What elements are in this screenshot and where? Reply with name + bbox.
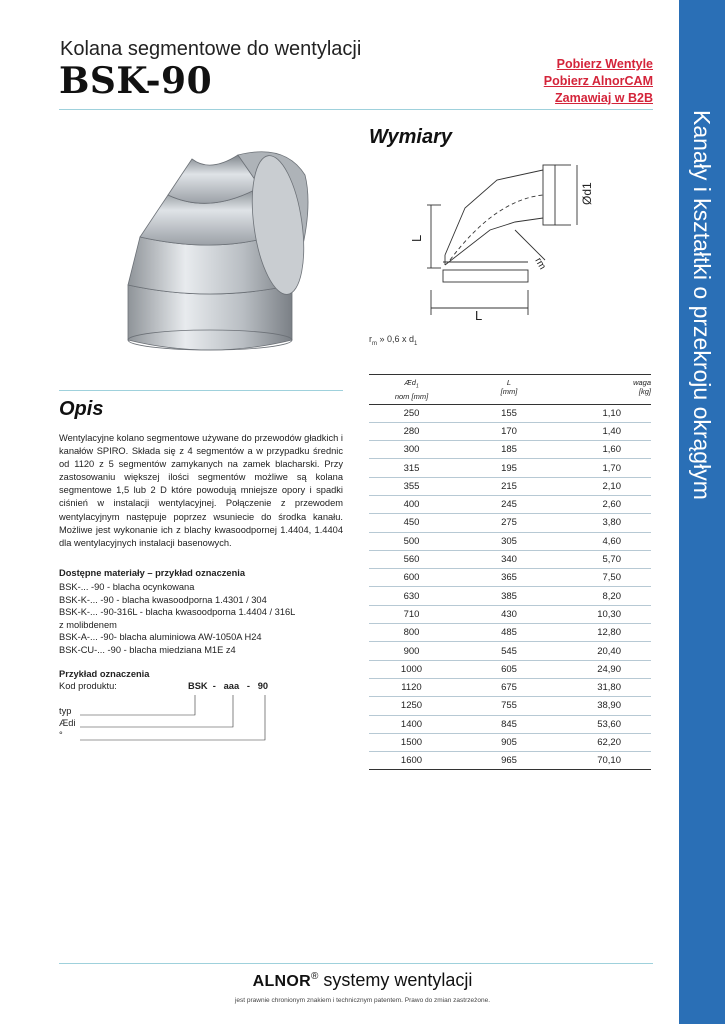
cell-diameter: 560 <box>369 550 454 568</box>
cell-weight: 1,40 <box>564 422 651 440</box>
cell-diameter: 450 <box>369 514 454 532</box>
table-row <box>369 532 651 550</box>
table-row <box>369 495 651 513</box>
table-row <box>369 733 651 751</box>
cell-weight: 70,10 <box>564 752 651 770</box>
cell-length: 215 <box>454 477 564 495</box>
cell-weight: 62,20 <box>564 733 651 751</box>
table-row <box>369 550 651 568</box>
table-row <box>369 587 651 605</box>
material-item: BSK-CU-... -90 - blacha miedziana M1E z4 <box>59 644 236 655</box>
cell-weight: 31,80 <box>564 678 651 696</box>
cell-length: 385 <box>454 587 564 605</box>
cell-diameter: 355 <box>369 477 454 495</box>
material-item: z molibdenem <box>59 619 117 630</box>
cell-length: 305 <box>454 532 564 550</box>
description-heading: Opis <box>59 398 104 420</box>
cell-length: 195 <box>454 459 564 477</box>
product-code-label: Kod produktu: <box>59 681 117 691</box>
cell-length: 845 <box>454 715 564 733</box>
table-row <box>369 678 651 696</box>
cell-weight: 7,50 <box>564 569 651 587</box>
col-weight: waga [kg] <box>564 375 651 405</box>
table-row <box>369 477 651 495</box>
table-row <box>369 404 651 422</box>
cell-diameter: 1000 <box>369 660 454 678</box>
product-code: BSK - aaa - 90 <box>188 681 269 691</box>
cell-diameter: 1500 <box>369 733 454 751</box>
dimensions-table <box>369 374 651 770</box>
table-row <box>369 715 651 733</box>
cell-length: 675 <box>454 678 564 696</box>
cell-diameter: 400 <box>369 495 454 513</box>
header-divider <box>59 109 653 110</box>
table-row <box>369 605 651 623</box>
cell-length: 605 <box>454 660 564 678</box>
example-heading: Przykład oznaczenia <box>59 669 150 679</box>
cell-length: 245 <box>454 495 564 513</box>
rm-formula: $r_m$ » 0,6 x $d_1$ <box>369 334 418 347</box>
cell-diameter: 900 <box>369 642 454 660</box>
cell-weight: 53,60 <box>564 715 651 733</box>
cell-diameter: 315 <box>369 459 454 477</box>
cell-length: 155 <box>454 404 564 422</box>
dimensions-heading: Wymiary <box>369 126 453 148</box>
cell-diameter: 500 <box>369 532 454 550</box>
cell-diameter: 600 <box>369 569 454 587</box>
link-download-alnorcam[interactable]: Pobierz AlnorCAM <box>543 74 653 88</box>
cell-diameter: 250 <box>369 404 454 422</box>
label-d1: Ød1 <box>580 182 594 205</box>
opis-divider <box>59 390 343 391</box>
table-row <box>369 569 651 587</box>
materials-heading: Dostępne materiały – przykład oznaczenia <box>59 568 246 578</box>
cell-weight: 4,60 <box>564 532 651 550</box>
page-subtitle: Kolana segmentowe do wentylacji <box>60 38 362 60</box>
cell-weight: 3,80 <box>564 514 651 532</box>
cell-weight: 1,10 <box>564 404 651 422</box>
label-rm: rm <box>532 256 548 272</box>
cell-weight: 24,90 <box>564 660 651 678</box>
cell-weight: 1,60 <box>564 441 651 459</box>
cell-length: 275 <box>454 514 564 532</box>
cell-diameter: 710 <box>369 605 454 623</box>
cell-diameter: 1400 <box>369 715 454 733</box>
cell-diameter: 800 <box>369 624 454 642</box>
cell-length: 340 <box>454 550 564 568</box>
cell-weight: 20,40 <box>564 642 651 660</box>
example-legend <box>59 705 76 741</box>
table-row <box>369 660 651 678</box>
brand-logo: ALNOR® systemy wentylacji <box>252 970 473 990</box>
cell-weight: 12,80 <box>564 624 651 642</box>
col-diameter: $Æd_1$ nom [mm] <box>369 375 454 405</box>
cell-diameter: 1600 <box>369 752 454 770</box>
cell-length: 170 <box>454 422 564 440</box>
cell-length: 965 <box>454 752 564 770</box>
table-row <box>369 514 651 532</box>
cell-length: 430 <box>454 605 564 623</box>
legend-angle: ° <box>59 730 63 740</box>
cell-weight: 38,90 <box>564 697 651 715</box>
legend-diameter: Ædi <box>59 718 76 728</box>
cell-length: 365 <box>454 569 564 587</box>
table-row <box>369 422 651 440</box>
dimension-drawing <box>395 160 595 325</box>
page-title: BSK-90 <box>59 60 213 102</box>
cell-diameter: 630 <box>369 587 454 605</box>
product-photo <box>110 145 320 360</box>
material-item: BSK-K-... -90 - blacha kwasoodporna 1.4301 / 304 <box>59 594 267 605</box>
code-leader-lines <box>80 690 280 745</box>
download-links <box>544 56 653 107</box>
cell-weight: 10,30 <box>564 605 651 623</box>
cell-length: 545 <box>454 642 564 660</box>
cell-weight: 2,60 <box>564 495 651 513</box>
table-row <box>369 459 651 477</box>
table-row <box>369 624 651 642</box>
link-download-wentyle[interactable]: Pobierz Wentyle <box>556 57 653 71</box>
legal-note: jest prawnie chronionym znakiem i technicznym patentem. Prawo do zmian zastrzeżone. <box>234 997 491 1004</box>
cell-length: 905 <box>454 733 564 751</box>
table-row <box>369 697 651 715</box>
material-item: BSK-... -90 - blacha ocynkowana <box>59 582 195 592</box>
table-row <box>369 752 651 770</box>
cell-length: 755 <box>454 697 564 715</box>
link-order-b2b[interactable]: Zamawiaj w B2B <box>555 91 653 105</box>
cell-length: 185 <box>454 441 564 459</box>
cell-diameter: 280 <box>369 422 454 440</box>
cell-weight: 5,70 <box>564 550 651 568</box>
cell-diameter: 1120 <box>369 678 454 696</box>
material-item: BSK-K-... -90-316L - blacha kwasoodporna 1.4404 / 316L <box>59 607 296 618</box>
cell-length: 485 <box>454 624 564 642</box>
materials-list <box>59 581 295 657</box>
footer-divider <box>59 963 653 964</box>
table-row <box>369 642 651 660</box>
legend-typ: typ <box>59 706 72 716</box>
cell-weight: 8,20 <box>564 587 651 605</box>
label-L-horizontal: L <box>475 308 483 323</box>
table-row <box>369 441 651 459</box>
cell-weight: 2,10 <box>564 477 651 495</box>
cell-weight: 1,70 <box>564 459 651 477</box>
cell-diameter: 300 <box>369 441 454 459</box>
material-item: BSK-A-... -90- blacha aluminiowa AW-1050A H24 <box>59 632 262 643</box>
cell-diameter: 1250 <box>369 697 454 715</box>
description-text: Wentylacyjne kolano segmentowe używane do przewodów gładkich i kanałów SPIRO. Składa się z 4 segmentów a w przypadku średnic od 1120 z 5 segmentów zamykanych na zamek blacharski. Przy zastosowaniu większej ilości segmentów możliwe są kolana segmentowe 1,5 lub 2 D które powodują mniejsze opory i spadki ciśnień w instalacji wentylacyjnej. Połączenie z przewodem wentylacyjnym następuje poprzez wsunieciе do środka kanału. Możliwe jest wykonanie ich z blachy kwasoodpornej 1.4404, 1.4404 dla wentylacyjnych instalacji basenowych. <box>59 433 343 548</box>
col-length: L [mm] <box>454 375 564 405</box>
label-L-vertical: L <box>409 234 424 242</box>
